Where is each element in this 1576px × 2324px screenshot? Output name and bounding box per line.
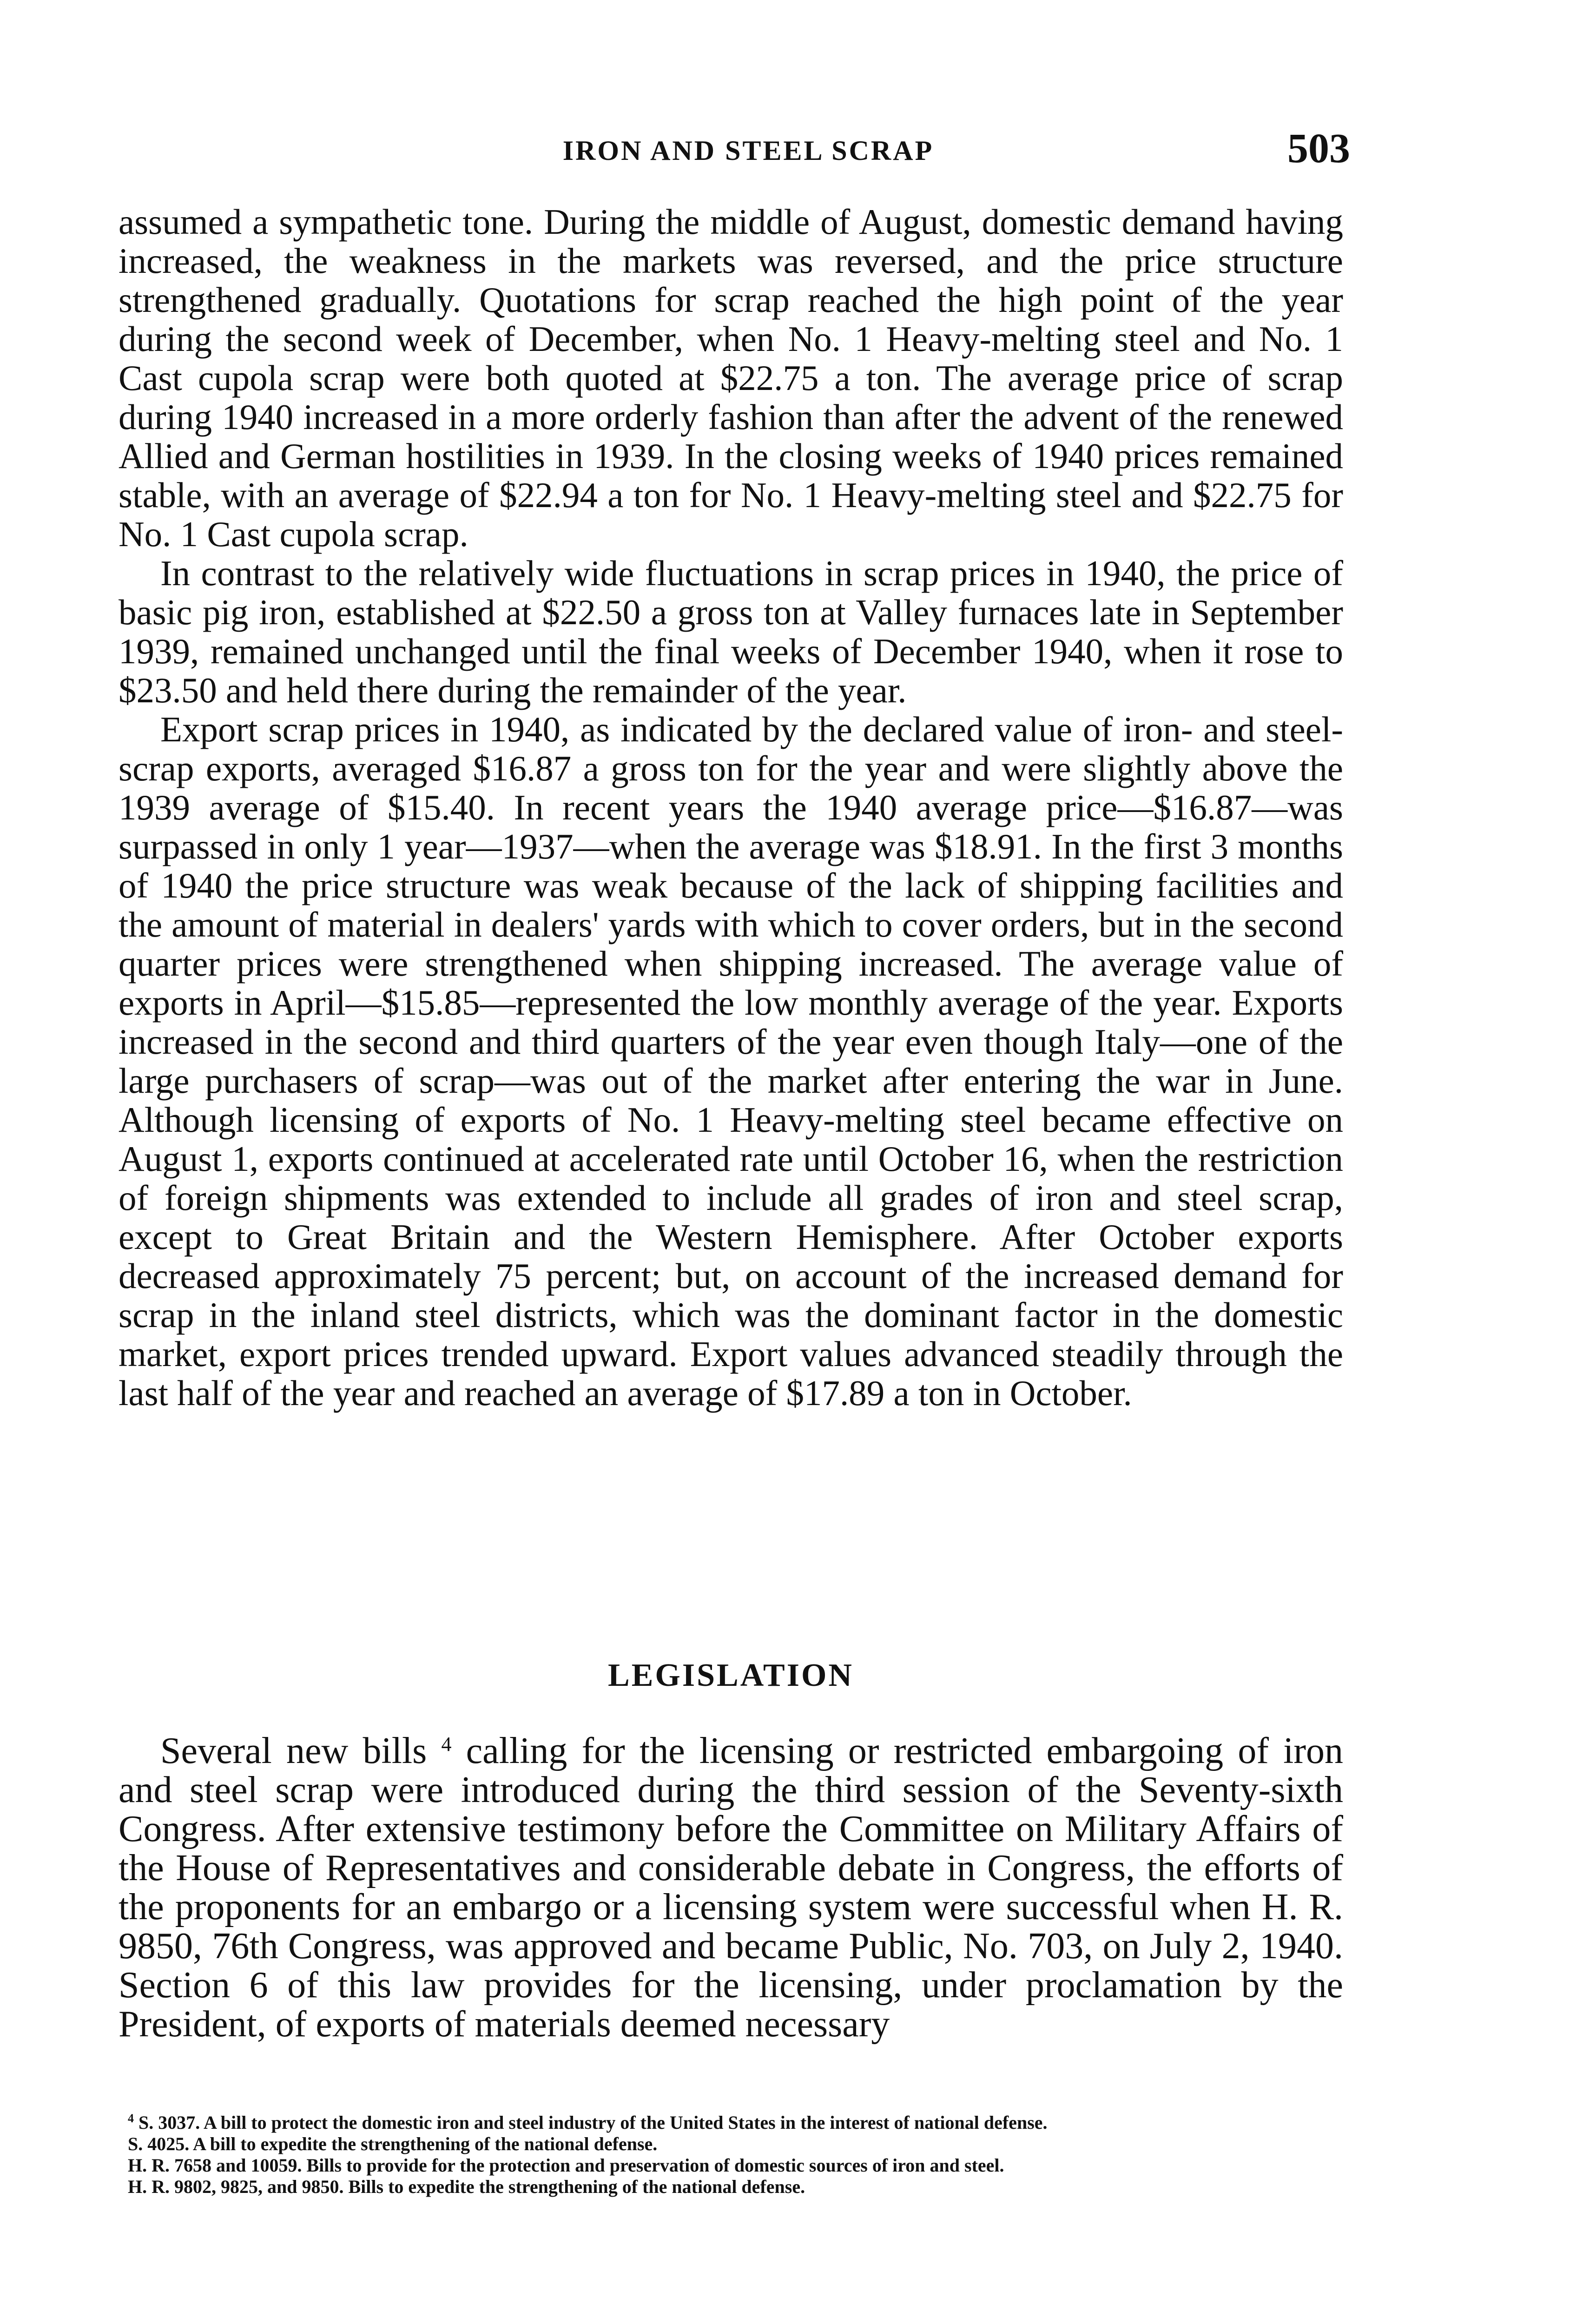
footnote-mark: 4 — [128, 2112, 134, 2125]
legislation-text-rest: calling for the licensing or restricted embargoing of iron and steel scrap were introduced during the third session of the Seventy-sixth Congress. After extensive testimony before the Committee on Military Affairs of the House of Representatives and considerable debate in Congress, the efforts of the proponents for an embargo or a licensing system were successful when H. R. 9850, 76th Congress, was approved and became Public, No. 703, on July 2, 1940. Section 6 of this law provides for the licensing, under proclamation by the President, of exports of materials deemed necessary — [119, 1730, 1344, 2045]
footnote-item — [119, 2177, 1343, 2197]
legislation-paragraph — [119, 1731, 1343, 2044]
legislation-text-start: Several new bills — [160, 1730, 427, 1771]
legislation-text — [119, 1731, 1343, 2044]
footnotes — [119, 2113, 1343, 2198]
footnote-item — [119, 2113, 1343, 2133]
body-text — [119, 202, 1343, 1413]
section-heading-legislation: LEGISLATION — [608, 1657, 854, 1693]
footnote-text: H. R. 7658 and 10059. Bills to provide for the protection and preservation of domestic sources of iron and steel. — [128, 2155, 1004, 2176]
footnote-reference: 4 — [441, 1733, 452, 1756]
footnote-item — [119, 2155, 1343, 2176]
footnote-text: S. 3037. A bill to protect the domestic iron and steel industry of the United States in the interest of national defense. — [138, 2112, 1048, 2133]
running-title: IRON AND STEEL SCRAP — [562, 135, 934, 166]
footnote-text: S. 4025. A bill to expedite the strengthening of the national defense. — [128, 2133, 658, 2154]
page-number: 503 — [1287, 125, 1350, 172]
paragraph-pig-iron: In contrast to the relatively wide fluctuations in scrap prices in 1940, the price of basic pig iron, established at $22.50 a gross ton at Valley furnaces late in September 1939, remained unchanged until the final weeks of December 1940, when it rose to $23.50 and held there during the remainder of the year. — [119, 553, 1343, 710]
footnote-item — [119, 2134, 1343, 2154]
paragraph-export-prices: Export scrap prices in 1940, as indicated by the declared value of iron- and steel-scrap exports, averaged $16.87 a gross ton for the year and were slightly above the 1939 average of $15.40. In recent years the 1940 average price—$16.87—was surpassed in only 1 year—1937—when the average was $18.91. In the first 3 months of 1940 the price structure was weak because of the lack of shipping facilities and the amount of material in dealers' yards with which to cover orders, but in the second quarter prices were strengthened when shipping increased. The average value of exports in April—$15.85—represented the low monthly average of the year. Exports increased in the second and third quarters of the year even though Italy—one of the large purchasers of scrap—was out of the market after entering the war in June. Although licensing of exports of No. 1 Heavy-melting steel became effective on August 1, exports continued at accelerated rate until October 16, when the restriction of foreign shipments was extended to include all grades of iron and steel scrap, except to Great Britain and the Western Hemisphere. After October exports decreased approximately 75 percent; but, on account of the increased demand for scrap in the inland steel districts, which was the dominant factor in the domestic market, export prices trended upward. Export values advanced steadily through the last half of the year and reached an average of $17.89 a ton in October. — [119, 709, 1343, 1413]
footnote-text: H. R. 9802, 9825, and 9850. Bills to expedite the strengthening of the national defense. — [128, 2176, 805, 2197]
paragraph-continued: assumed a sympathetic tone. During the middle of August, domestic demand having increased, the weakness in the markets was reversed, and the price structure strengthened gradually. Quotations for scrap reached the high point of the year during the second week of December, when No. 1 Heavy-melting steel and No. 1 Cast cupola scrap were both quoted at $22.75 a ton. The average price of scrap during 1940 increased in a more orderly fashion than after the advent of the renewed Allied and German hostilities in 1939. In the closing weeks of 1940 prices remained stable, with an average of $22.94 a ton for No. 1 Heavy-melting steel and $22.75 for No. 1 Cast cupola scrap. — [119, 202, 1343, 554]
